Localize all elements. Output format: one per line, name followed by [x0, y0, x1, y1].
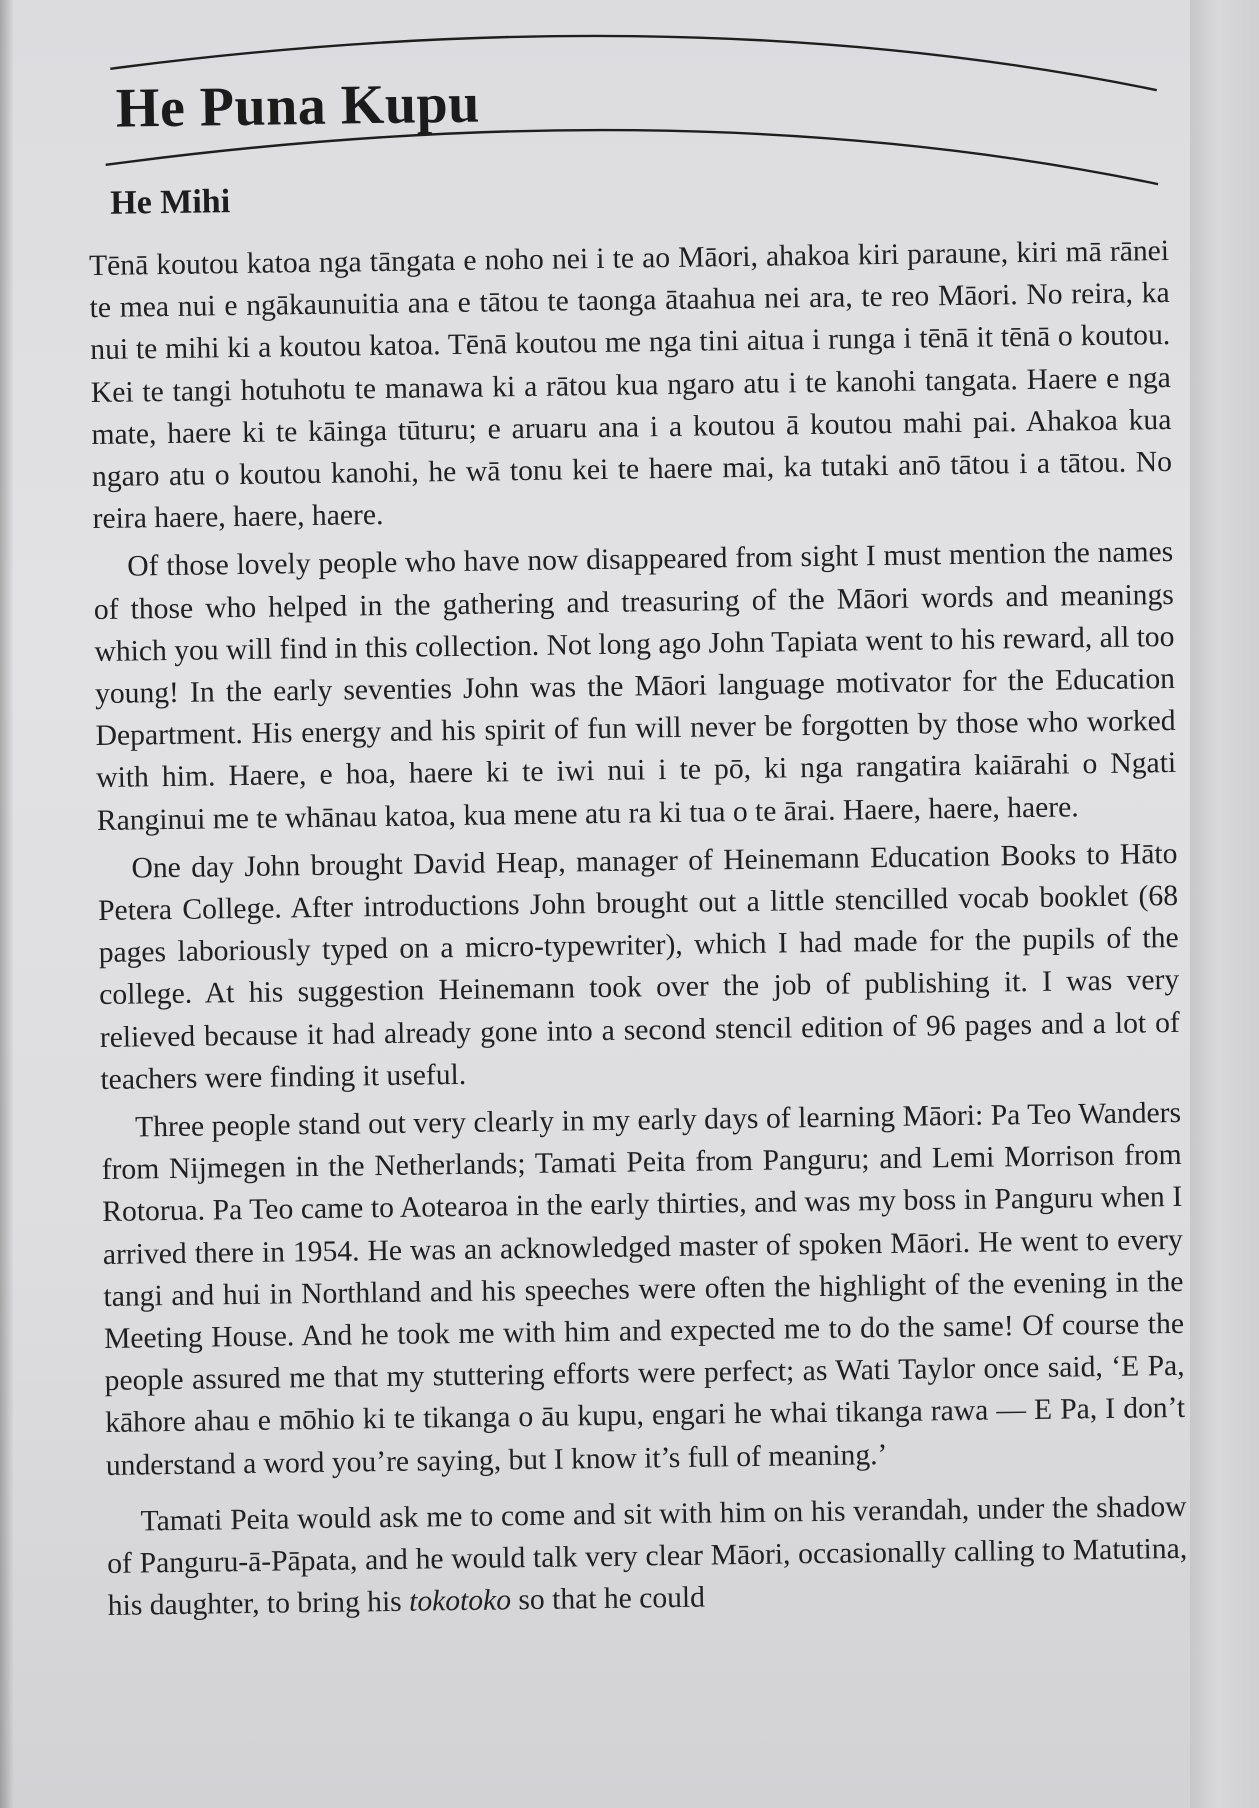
paragraph-mihi: Tēnā koutou katoa nga tāngata e noho nei i te ao Māori, ahakoa kiri paraune, kiri mā rānei te mea nui e ngākaunuitia ana e tātou te taonga ātaahua nei ara, te reo Māori. No reira, ka nui te mihi ki a koutou katoa. Tēnā koutou me nga tini aitua i runga i tēnā it tēnā o koutou. Kei te tangi hotuhotu te manawa ki a rātou kua ngaro atu i te kanohi tangata. Haere e nga mate, haere ki te kāinga tūturu; e aruaru ana i a koutou ā koutou mahi pai. Ahakoa kua ngaro atu o koutou kanohi, he wā tonu kei te haere mai, ka tutaki anō tātou i a tātou. No reira haere, haere, haere.	[88, 234, 1173, 536]
next-page-edge	[1190, 0, 1259, 1808]
section-title: He Mihi	[109, 183, 231, 222]
italic-word: tokotoko	[408, 1584, 512, 1619]
paragraph-tamati-peita	[106, 1486, 1188, 1628]
paragraph-three-people: Three people stand out very clearly in my early days of learning Māori: Pa Teo Wanders from Nijmegen in the Netherlands; Tamati Peita from Panguru; and Lemi Morrison from Rotorua. Pa Teo came to Aotearoa in the early thirties, and was my boss in Panguru when I arrived there in 1954. He was an acknowledged master of spoken Māori. He went to every tangi and hui in Northland and his speeches were often the highlight of the evening in the Meeting House. And he took me with him and expected me to do the same! Of course the people assured me that my stuttering efforts were perfect; as Wati Taylor once said, ‘E Pa, kāhore ahau e mōhio ki te tikanga o āu kupu, engari he whai tikanga rawa — E Pa, I don’t understand a word you’re saying, but I know it’s full of meaning.’	[101, 1096, 1186, 1482]
chapter-title: He Puna Kupu	[115, 72, 481, 140]
body-text	[89, 230, 1188, 1627]
paragraph-john-tapiata: Of those lovely people who have now disappeared from sight I must mention the names of those who helped in the gathering and treasuring of the Māori words and meanings which you will find in this collection. Not long ago John Tapiata went to his reward, all too young! In the early seventies John was the Māori language motivator for the Education Department. His energy and his spirit of fun will never be forgotten by those who worked with him. Haere, e hoa, haere ki te iwi nui i te pō, ki nga rangatira kaiārahi o Ngati Ranginui me te whānau katoa, kua mene atu ra ki tua o te ārai. Haere, haere, haere.	[93, 536, 1177, 837]
paragraph-david-heap: One day John brought David Heap, manager of Heinemann Education Books to Hāto Petera College. After introductions John brought out a little stencilled vocab booklet (68 pages laboriously typed on a micro-typewriter), which I had made for the pupils of the college. At his suggestion Heinemann took over the job of publishing it. I was very relieved because it had already gone into a second stencil edition of 96 pages and a lot of teachers were finding it useful.	[97, 837, 1180, 1096]
paragraph-text-end: so that he could	[510, 1581, 706, 1617]
paragraph-text: Tamati Peita would ask me to come and sit with him on his verandah, under the shadow of Panguru-ā-Pāpata, and he would talk very clear Māori, occasionally calling to Matutina, his daughter, to bring his	[107, 1490, 1188, 1623]
